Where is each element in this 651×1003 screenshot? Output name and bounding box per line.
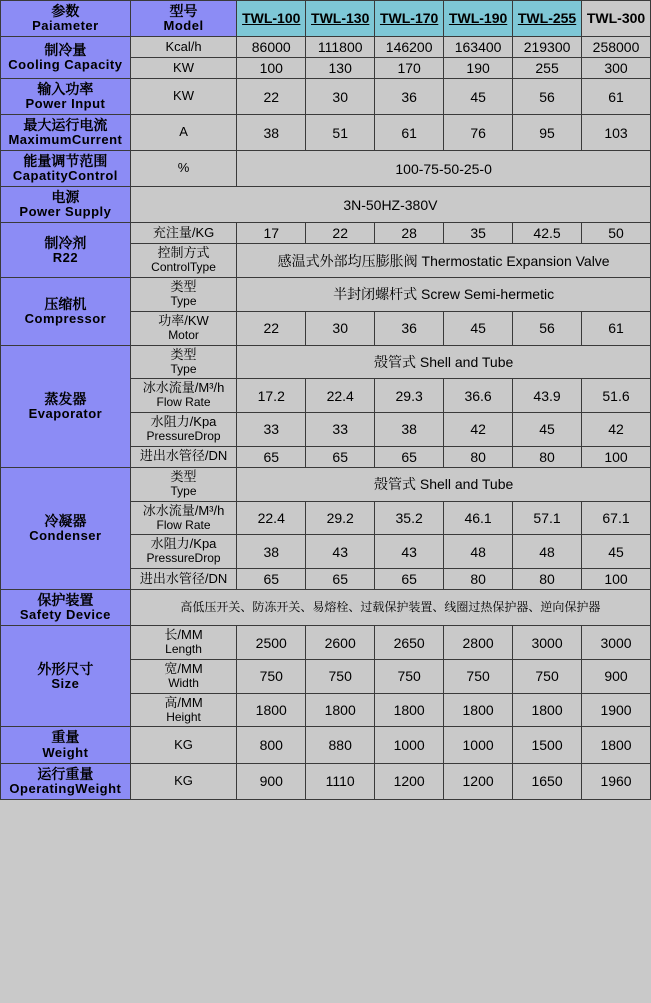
cell-value: 76 xyxy=(444,115,513,151)
model-column-twl-130[interactable]: TWL-130 xyxy=(306,1,375,37)
row-label-power-input-en: Power Input xyxy=(25,96,106,112)
cell-value: 255 xyxy=(513,58,582,79)
cell-value-capacity-control: 100-75-50-25-0 xyxy=(237,151,651,187)
cell-value: 42 xyxy=(444,413,513,447)
table-row-power-supply xyxy=(1,187,651,223)
cell-value: 29.2 xyxy=(306,501,375,535)
row-label-evaporator-en: Evaporator xyxy=(28,405,103,421)
header-parameter-cn: 参数 xyxy=(51,3,80,19)
cell-value: 65 xyxy=(237,569,306,590)
cell-value: 1800 xyxy=(375,693,444,727)
cell-value: 2650 xyxy=(375,626,444,660)
table-row-condenser-type xyxy=(1,467,651,501)
cell-value: 80 xyxy=(513,446,582,467)
row-label-compressor xyxy=(1,278,131,345)
row-label-compressor-en: Compressor xyxy=(24,310,107,326)
table-row-safety-device xyxy=(1,590,651,626)
cell-value: 3000 xyxy=(513,626,582,660)
sub-label-condenser-type-en: Type xyxy=(170,483,197,498)
unit-operating-weight: KG xyxy=(130,763,236,799)
sub-label-compressor-type-en: Type xyxy=(170,294,197,309)
cell-value: 170 xyxy=(375,58,444,79)
cell-value: 42.5 xyxy=(513,223,582,244)
cell-value: 86000 xyxy=(237,37,306,58)
cell-value: 95 xyxy=(513,115,582,151)
cell-value: 65 xyxy=(237,446,306,467)
model-column-twl-170[interactable]: TWL-170 xyxy=(375,1,444,37)
row-label-safety-device xyxy=(1,590,131,626)
cell-value: 3000 xyxy=(582,626,651,660)
cell-value: 750 xyxy=(513,660,582,694)
row-label-safety-device-en: Safety Device xyxy=(19,607,111,623)
cell-value: 36.6 xyxy=(444,379,513,413)
cell-value: 258000 xyxy=(582,37,651,58)
sub-label-condenser-flow-rate xyxy=(130,501,236,535)
sub-label-evaporator-pressure-drop xyxy=(130,413,236,447)
sub-label-evaporator-flow-rate xyxy=(130,379,236,413)
cell-value: 38 xyxy=(237,115,306,151)
cell-value-condenser-type: 殻管式 Shell and Tube xyxy=(237,467,651,501)
cell-value: 36 xyxy=(375,311,444,345)
table-row-weight xyxy=(1,727,651,763)
row-label-weight xyxy=(1,727,131,763)
cell-value: 46.1 xyxy=(444,501,513,535)
cell-value: 80 xyxy=(444,446,513,467)
table-row-cooling-capacity-kcal xyxy=(1,37,651,58)
cell-value: 900 xyxy=(582,660,651,694)
sub-label-evaporator-type-cn: 类型 xyxy=(170,346,197,362)
cell-value: 22 xyxy=(237,311,306,345)
header-model xyxy=(130,1,236,37)
cell-value: 1900 xyxy=(582,693,651,727)
cell-value: 45 xyxy=(513,413,582,447)
sub-label-control-type-en: ControlType xyxy=(151,260,216,275)
table-row-power-input xyxy=(1,79,651,115)
model-column-twl-300[interactable]: TWL-300 xyxy=(582,1,651,37)
cell-value: 880 xyxy=(306,727,375,763)
row-label-compressor-cn: 压缩机 xyxy=(44,295,87,312)
sub-label-condenser-flow-rate-en: Flow Rate xyxy=(156,517,211,532)
sub-label-compressor-motor-cn: 功率/KW xyxy=(158,312,209,328)
sub-label-size-height-en: Height xyxy=(166,709,201,724)
header-model-cn: 型号 xyxy=(169,3,198,19)
cell-value: 190 xyxy=(444,58,513,79)
model-column-twl-100[interactable]: TWL-100 xyxy=(237,1,306,37)
unit-cooling-capacity-kw: KW xyxy=(130,58,236,79)
sub-label-compressor-type xyxy=(130,278,236,312)
cell-value: 80 xyxy=(444,569,513,590)
sub-label-evaporator-flow-rate-en: Flow Rate xyxy=(156,395,211,410)
row-label-power-input-cn: 输入功率 xyxy=(37,81,94,98)
sub-label-condenser-pipe-diameter: 进出水管径/DN xyxy=(130,569,236,590)
row-label-operating-weight xyxy=(1,763,131,799)
row-label-maximum-current xyxy=(1,115,131,151)
cell-value: 22 xyxy=(237,79,306,115)
table-row-capacity-control xyxy=(1,151,651,187)
unit-weight: KG xyxy=(130,727,236,763)
row-label-maximum-current-cn: 最大运行电流 xyxy=(23,117,108,134)
cell-value: 17 xyxy=(237,223,306,244)
cell-value: 750 xyxy=(306,660,375,694)
row-label-condenser xyxy=(1,467,131,589)
sub-label-condenser-pressure-drop-en: PressureDrop xyxy=(146,551,221,566)
row-label-refrigerant xyxy=(1,223,131,278)
row-label-cooling-capacity-cn: 制冷量 xyxy=(44,42,87,59)
row-label-maximum-current-en: MaximumCurrent xyxy=(8,132,123,148)
cell-value: 65 xyxy=(375,446,444,467)
row-label-condenser-en: Condenser xyxy=(29,528,102,544)
cell-value-compressor-type: 半封闭螺杆式 Screw Semi-hermetic xyxy=(237,278,651,312)
sub-label-evaporator-flow-rate-cn: 冰水流量/M³/h xyxy=(142,380,225,396)
cell-value: 1000 xyxy=(444,727,513,763)
table-row-operating-weight xyxy=(1,763,651,799)
cell-value: 900 xyxy=(237,763,306,799)
cell-value: 45 xyxy=(444,311,513,345)
sub-label-size-width-cn: 宽/MM xyxy=(164,661,203,676)
sub-label-condenser-flow-rate-cn: 冰水流量/M³/h xyxy=(142,502,225,518)
cell-value: 67.1 xyxy=(582,501,651,535)
cell-value: 163400 xyxy=(444,37,513,58)
sub-label-condenser-pressure-drop xyxy=(130,535,236,569)
row-label-capacity-control xyxy=(1,151,131,187)
row-label-capacity-control-en: CapatityControl xyxy=(12,168,118,184)
sub-label-size-height xyxy=(130,693,236,727)
sub-label-refrigerant-control-type xyxy=(130,244,236,278)
cell-value: 100 xyxy=(582,446,651,467)
table-row-size-length xyxy=(1,626,651,660)
cell-value: 56 xyxy=(513,79,582,115)
cell-value: 33 xyxy=(306,413,375,447)
cell-value: 48 xyxy=(444,535,513,569)
row-label-size-cn: 外形尺寸 xyxy=(37,660,94,677)
cell-value: 38 xyxy=(237,535,306,569)
cell-value: 65 xyxy=(306,446,375,467)
sub-label-size-width-en: Width xyxy=(168,675,199,690)
sub-label-evaporator-type xyxy=(130,345,236,379)
cell-value-power-supply: 3N-50HZ-380V xyxy=(130,187,650,223)
cell-value: 51 xyxy=(306,115,375,151)
unit-capacity-control: % xyxy=(130,151,236,187)
cell-value-expansion-valve: 感温式外部均压膨胀阀 Thermostatic Expansion Valve xyxy=(237,244,651,278)
sub-label-evaporator-pipe-diameter: 进出水管径/DN xyxy=(130,446,236,467)
table-row-maximum-current xyxy=(1,115,651,151)
cell-value: 42 xyxy=(582,413,651,447)
cell-value: 111800 xyxy=(306,37,375,58)
row-label-cooling-capacity xyxy=(1,37,131,79)
header-parameter xyxy=(1,1,131,37)
cell-value: 1800 xyxy=(582,727,651,763)
table-row-compressor-type xyxy=(1,278,651,312)
row-label-safety-device-cn: 保护装置 xyxy=(37,592,94,609)
cell-value-evaporator-type: 殻管式 Shell and Tube xyxy=(237,345,651,379)
cell-value: 57.1 xyxy=(513,501,582,535)
row-label-weight-cn: 重量 xyxy=(51,729,80,746)
cell-value: 48 xyxy=(513,535,582,569)
cell-value: 1110 xyxy=(306,763,375,799)
cell-value: 750 xyxy=(375,660,444,694)
row-label-operating-weight-en: OperatingWeight xyxy=(9,780,122,796)
row-label-evaporator xyxy=(1,345,131,467)
cell-value: 300 xyxy=(582,58,651,79)
row-label-power-supply xyxy=(1,187,131,223)
cell-value: 65 xyxy=(306,569,375,590)
sub-label-size-width xyxy=(130,660,236,694)
cell-value: 1800 xyxy=(444,693,513,727)
cell-value: 1650 xyxy=(513,763,582,799)
sub-label-condenser-type-cn: 类型 xyxy=(170,468,197,484)
cell-value: 219300 xyxy=(513,37,582,58)
header-model-en: Model xyxy=(163,18,204,34)
cell-value: 22.4 xyxy=(306,379,375,413)
cell-value: 51.6 xyxy=(582,379,651,413)
cell-value: 35.2 xyxy=(375,501,444,535)
cell-value: 1800 xyxy=(306,693,375,727)
cell-value: 750 xyxy=(444,660,513,694)
cell-value: 45 xyxy=(444,79,513,115)
cell-value: 1800 xyxy=(237,693,306,727)
row-label-evaporator-cn: 蒸发器 xyxy=(44,390,87,407)
cell-value: 45 xyxy=(582,535,651,569)
row-label-size xyxy=(1,626,131,727)
cell-value: 29.3 xyxy=(375,379,444,413)
cell-value: 1800 xyxy=(513,693,582,727)
cell-value: 2500 xyxy=(237,626,306,660)
row-label-power-supply-cn: 电源 xyxy=(51,189,80,206)
row-label-power-supply-en: Power Supply xyxy=(19,204,112,220)
cell-value: 1500 xyxy=(513,727,582,763)
sub-label-control-type-cn: 控制方式 xyxy=(157,245,210,261)
cell-value: 750 xyxy=(237,660,306,694)
cell-value: 50 xyxy=(582,223,651,244)
cell-value: 100 xyxy=(237,58,306,79)
sub-label-evaporator-pressure-drop-en: PressureDrop xyxy=(146,429,221,444)
row-label-weight-en: Weight xyxy=(42,744,89,760)
cell-value: 22.4 xyxy=(237,501,306,535)
cell-value: 43 xyxy=(306,535,375,569)
sub-label-compressor-motor-en: Motor xyxy=(168,327,199,342)
row-label-operating-weight-cn: 运行重量 xyxy=(37,765,94,782)
cell-value: 43.9 xyxy=(513,379,582,413)
cell-value: 146200 xyxy=(375,37,444,58)
row-label-refrigerant-en: R22 xyxy=(52,249,79,265)
cell-value: 100 xyxy=(582,569,651,590)
sub-label-size-length-en: Length xyxy=(165,642,202,657)
sub-label-size-height-cn: 高/MM xyxy=(164,694,203,710)
unit-cooling-capacity-kcal: Kcal/h xyxy=(130,37,236,58)
cell-value: 30 xyxy=(306,311,375,345)
cell-value-safety-device: 高低压开关、防冻开关、易熔栓、过载保护装置、线圈过热保护器、逆向保护器 xyxy=(130,590,650,626)
cell-value: 800 xyxy=(237,727,306,763)
row-label-capacity-control-cn: 能量调节范围 xyxy=(23,153,108,170)
cell-value: 1200 xyxy=(375,763,444,799)
cell-value: 22 xyxy=(306,223,375,244)
cell-value: 2600 xyxy=(306,626,375,660)
cell-value: 36 xyxy=(375,79,444,115)
cell-value: 17.2 xyxy=(237,379,306,413)
table-header-row xyxy=(1,1,651,37)
row-label-power-input xyxy=(1,79,131,115)
cell-value: 61 xyxy=(582,311,651,345)
cell-value: 30 xyxy=(306,79,375,115)
header-parameter-en: Paiameter xyxy=(32,18,99,34)
cell-value: 61 xyxy=(582,79,651,115)
cell-value: 33 xyxy=(237,413,306,447)
cell-value: 28 xyxy=(375,223,444,244)
unit-power-input: KW xyxy=(130,79,236,115)
sub-label-compressor-motor xyxy=(130,311,236,345)
sub-label-condenser-pressure-drop-cn: 水阻力/Kpa xyxy=(150,536,217,552)
row-label-condenser-cn: 冷凝器 xyxy=(44,513,87,530)
cell-value: 1000 xyxy=(375,727,444,763)
cell-value: 130 xyxy=(306,58,375,79)
row-label-cooling-capacity-en: Cooling Capacity xyxy=(8,57,123,73)
sub-label-size-length xyxy=(130,626,236,660)
sub-label-condenser-type xyxy=(130,467,236,501)
cell-value: 103 xyxy=(582,115,651,151)
unit-maximum-current: A xyxy=(130,115,236,151)
sub-label-refrigerant-charge: 充注量/KG xyxy=(130,223,236,244)
sub-label-evaporator-pressure-drop-cn: 水阻力/Kpa xyxy=(150,414,217,430)
cell-value: 1960 xyxy=(582,763,651,799)
table-row-refrigerant-charge xyxy=(1,223,651,244)
sub-label-evaporator-type-en: Type xyxy=(170,361,197,376)
cell-value: 2800 xyxy=(444,626,513,660)
cell-value: 35 xyxy=(444,223,513,244)
model-column-twl-255[interactable]: TWL-255 xyxy=(513,1,582,37)
model-column-twl-190[interactable]: TWL-190 xyxy=(444,1,513,37)
row-label-refrigerant-cn: 制冷剂 xyxy=(44,234,87,251)
cell-value: 56 xyxy=(513,311,582,345)
cell-value: 1200 xyxy=(444,763,513,799)
row-label-size-en: Size xyxy=(51,675,80,691)
sub-label-size-length-cn: 长/MM xyxy=(164,627,203,643)
cell-value: 65 xyxy=(375,569,444,590)
cell-value: 43 xyxy=(375,535,444,569)
table-row-evaporator-type xyxy=(1,345,651,379)
sub-label-compressor-type-cn: 类型 xyxy=(170,279,197,295)
cell-value: 38 xyxy=(375,413,444,447)
cell-value: 61 xyxy=(375,115,444,151)
cell-value: 80 xyxy=(513,569,582,590)
